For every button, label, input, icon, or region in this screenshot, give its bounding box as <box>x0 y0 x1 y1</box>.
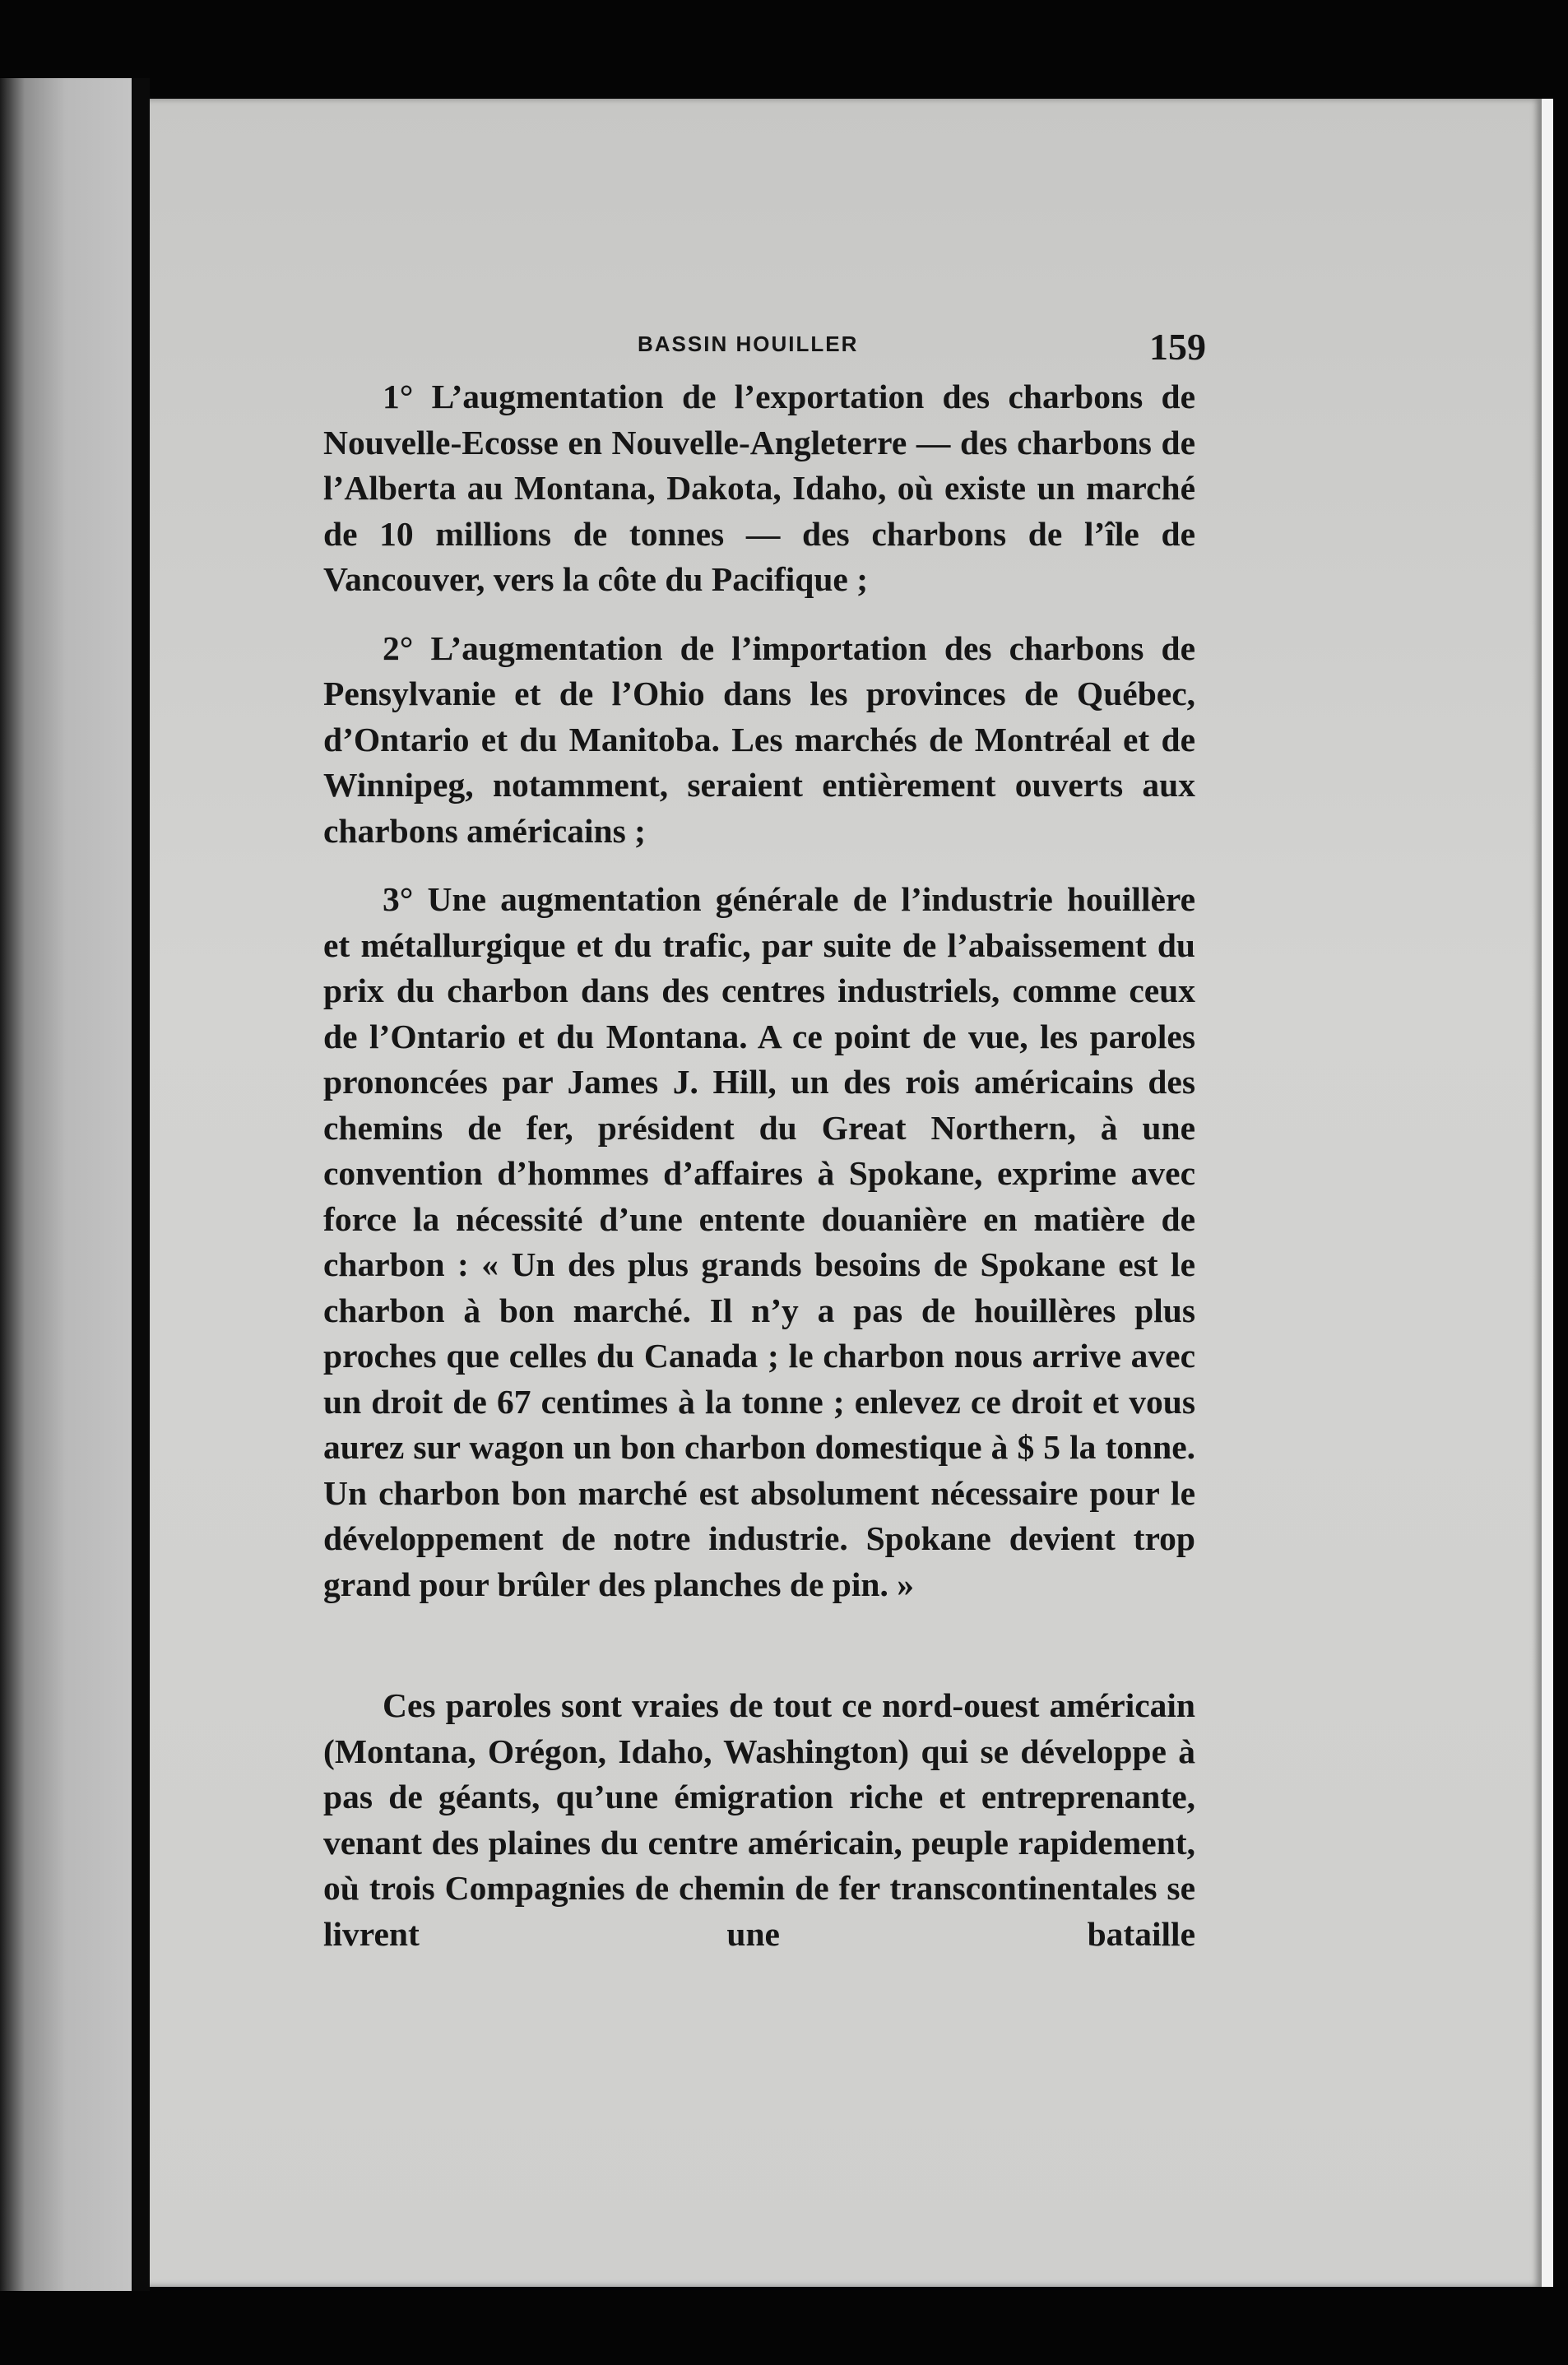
running-title: BASSIN HOUILLER <box>638 332 859 356</box>
paragraph-4: Ces paroles sont vraies de tout ce nord-ouest américain (Montana, Orégon, Idaho, Washington) qui se développe à pas de géants, qu’une émigration riche et entreprenante, venant des plaines du centre américain, peuple rapidement, où trois Compagnies de chemin de fer transcontinentales se livrent une bataille <box>323 1686 1195 1953</box>
page-number: 159 <box>1149 326 1206 368</box>
book-spine <box>132 78 150 2291</box>
paragraph-3: 3° Une augmentation générale de l’industrie houillère et métallurgique et du trafic, par suite de l’abaissement du prix du charbon dans des centres industriels, comme ceux de l’Ontario et du Montana. A ce point de vue, les paroles prononcées par James J. Hill, un des rois américains des chemins de fer, président du Great Northern, à une convention d’hommes d’affaires à Spokane, exprime avec force la nécessité d’une entente douanière en matière de charbon : « Un des plus grands besoins de Spokane est le charbon à bon marché. Il n’y a pas de houillères plus proches que celles du Canada ; le charbon nous arrive avec un droit de 67 centimes à la tonne ; enlevez ce droit et vous aurez sur wagon un bon charbon domestique à $ 5 la tonne. Un charbon bon marché est absolument nécessaire pour le développement de notre industrie. Spokane devient trop grand pour brûler des planches de pin. » <box>323 880 1195 1603</box>
running-head <box>321 326 1218 373</box>
body-text <box>323 374 1195 1957</box>
paragraph-1: 1° L’augmentation de l’exportation des charbons de Nouvelle-Ecosse en Nouvelle-Angleterre — des charbons de l’Alberta au Montana, Dakota, Idaho, où existe un marché de 10 millions de tonnes — des charbons de l’île de Vancouver, vers la côte du Pacifique ; <box>323 378 1195 598</box>
page-right-edge <box>1542 99 1553 2287</box>
left-page-margin <box>0 78 136 2291</box>
paragraph-2: 2° L’augmentation de l’importation des charbons de Pensylvanie et de l’Ohio dans les provinces de Québec, d’Ontario et du Manitoba. Les marchés de Montréal et de Winnipeg, notamment, seraient entièrement ouverts aux charbons américains ; <box>323 628 1195 850</box>
